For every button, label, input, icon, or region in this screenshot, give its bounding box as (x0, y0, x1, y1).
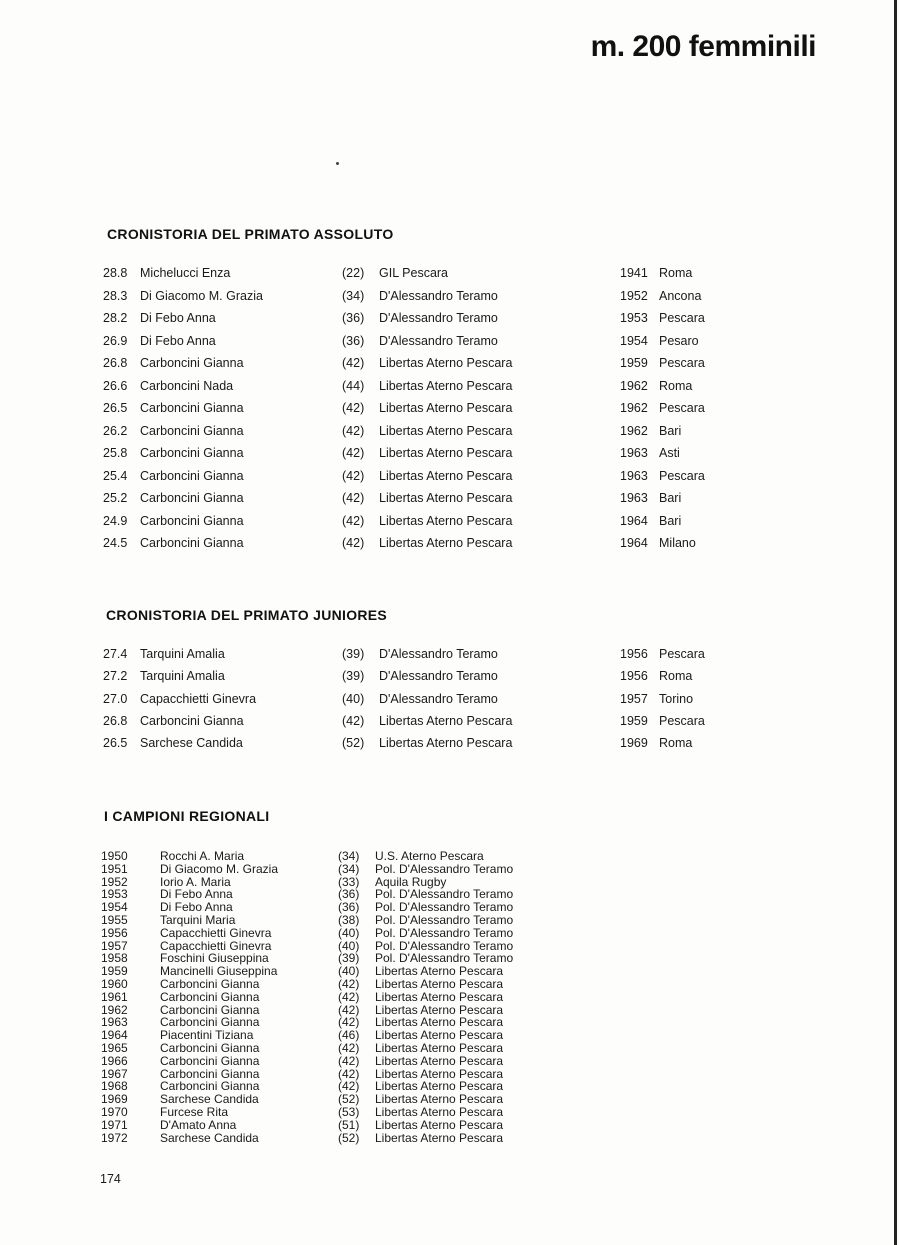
birth-year: (42) (338, 1053, 360, 1068)
record-time: 28.8 (103, 266, 128, 280)
record-row (0, 311, 900, 331)
athlete-name: Di Febo Anna (140, 311, 216, 325)
record-year: 1959 (620, 356, 648, 370)
record-place: Pescara (659, 311, 705, 325)
birth-year: (39) (342, 647, 365, 661)
record-place: Roma (659, 736, 693, 751)
athlete-name: Carboncini Gianna (160, 1002, 260, 1017)
birth-year: (33) (338, 874, 360, 889)
athlete-name: Carboncini Gianna (160, 1079, 260, 1094)
birth-year: (42) (342, 356, 365, 370)
record-row (0, 469, 900, 489)
birth-year: (36) (342, 311, 365, 325)
club-name: Pol. D'Alessandro Teramo (375, 900, 514, 915)
birth-year: (42) (338, 1079, 360, 1094)
athlete-name: Di Febo Anna (160, 887, 233, 902)
record-time: 26.5 (103, 736, 128, 751)
record-place: Asti (659, 446, 680, 460)
athlete-name: Carboncini Gianna (160, 1053, 260, 1068)
champion-year: 1962 (101, 1002, 128, 1017)
athlete-name: Carboncini Gianna (140, 401, 244, 415)
champion-year: 1971 (101, 1117, 128, 1132)
champion-row (0, 1132, 900, 1145)
athlete-name: Capacchietti Ginevra (140, 691, 257, 706)
athlete-name: Iorio A. Maria (160, 874, 231, 889)
record-year: 1959 (620, 713, 648, 728)
birth-year: (40) (338, 925, 360, 940)
record-year: 1963 (620, 468, 648, 483)
club-name: D'Alessandro Teramo (379, 647, 498, 661)
champion-row (0, 914, 900, 927)
club-name: D'Alessandro Teramo (379, 288, 498, 303)
champion-row (0, 863, 900, 876)
champion-year: 1967 (101, 1066, 128, 1081)
athlete-name: Foschini Giuseppina (160, 951, 269, 966)
birth-year: (52) (338, 1130, 360, 1145)
champion-year: 1956 (101, 925, 128, 940)
club-name: Libertas Aterno Pescara (379, 468, 513, 483)
record-place: Pescara (659, 647, 705, 661)
champion-year: 1963 (101, 1015, 128, 1030)
record-place: Torino (659, 691, 694, 706)
club-name: Pol. D'Alessandro Teramo (375, 861, 514, 876)
record-time: 27.2 (103, 669, 128, 684)
birth-year: (52) (342, 736, 365, 751)
birth-year: (52) (338, 1092, 360, 1107)
record-row (0, 334, 900, 354)
record-row (0, 266, 900, 286)
record-year: 1957 (620, 691, 648, 706)
champion-year: 1954 (101, 900, 128, 915)
club-name: Libertas Aterno Pescara (375, 989, 504, 1004)
club-name: Libertas Aterno Pescara (379, 536, 513, 550)
birth-year: (42) (342, 713, 365, 728)
birth-year: (42) (338, 989, 360, 1004)
record-row (0, 379, 900, 399)
champion-year: 1960 (101, 976, 128, 991)
club-name: Libertas Aterno Pescara (375, 976, 504, 991)
club-name: Libertas Aterno Pescara (375, 1040, 504, 1055)
club-name: Libertas Aterno Pescara (379, 423, 513, 438)
club-name: Libertas Aterno Pescara (375, 1028, 504, 1043)
birth-year: (53) (338, 1104, 360, 1119)
record-place: Roma (659, 266, 693, 280)
athlete-name: Carboncini Gianna (140, 356, 244, 370)
club-name: D'Alessandro Teramo (379, 669, 498, 684)
champion-row (0, 850, 900, 863)
record-row (0, 714, 900, 734)
club-name: Libertas Aterno Pescara (375, 1066, 504, 1081)
record-place: Pescara (659, 356, 705, 370)
athlete-name: Mancinelli Giuseppina (160, 964, 278, 979)
athlete-name: Carboncini Gianna (140, 446, 244, 460)
athlete-name: Rocchi A. Maria (160, 849, 245, 863)
club-name: Libertas Aterno Pescara (379, 401, 513, 415)
champion-year: 1969 (101, 1092, 128, 1107)
record-year: 1962 (620, 401, 648, 415)
record-time: 26.8 (103, 713, 128, 728)
record-place: Roma (659, 378, 693, 393)
athlete-name: Carboncini Gianna (140, 513, 244, 528)
champion-year: 1964 (101, 1028, 128, 1043)
club-name: Libertas Aterno Pescara (379, 356, 513, 370)
athlete-name: Carboncini Gianna (140, 468, 244, 483)
birth-year: (42) (342, 491, 365, 505)
champion-year: 1968 (101, 1079, 128, 1094)
record-row (0, 514, 900, 534)
athlete-name: Furcese Rita (160, 1104, 229, 1119)
birth-year: (51) (338, 1117, 360, 1132)
birth-year: (36) (342, 333, 365, 348)
club-name: Libertas Aterno Pescara (375, 1079, 504, 1094)
record-place: Roma (659, 669, 693, 684)
club-name: Libertas Aterno Pescara (379, 446, 513, 460)
birth-year: (34) (342, 288, 365, 303)
club-name: D'Alessandro Teramo (379, 333, 498, 348)
record-row (0, 289, 900, 309)
athlete-name: Carboncini Nada (140, 378, 234, 393)
record-row (0, 647, 900, 667)
champion-year: 1952 (101, 874, 128, 889)
champion-row (0, 1106, 900, 1119)
club-name: Libertas Aterno Pescara (379, 378, 513, 393)
birth-year: (42) (342, 536, 365, 550)
athlete-name: Tarquini Maria (160, 912, 236, 927)
club-name: Aquila Rugby (375, 874, 447, 889)
record-time: 27.0 (103, 691, 128, 706)
record-row (0, 736, 900, 756)
record-time: 26.6 (103, 378, 128, 393)
record-row (0, 401, 900, 421)
athlete-name: Tarquini Amalia (140, 647, 225, 661)
birth-year: (38) (338, 912, 360, 927)
athlete-name: Carboncini Gianna (160, 989, 260, 1004)
champion-year: 1950 (101, 849, 128, 863)
champion-year: 1961 (101, 989, 128, 1004)
champion-year: 1958 (101, 951, 128, 966)
birth-year: (44) (342, 378, 365, 393)
record-year: 1964 (620, 513, 648, 528)
champion-row (0, 1055, 900, 1068)
athlete-name: Di Giacomo M. Grazia (160, 861, 279, 876)
record-year: 1952 (620, 288, 648, 303)
record-time: 27.4 (103, 647, 128, 661)
birth-year: (42) (342, 423, 365, 438)
champions-list (0, 850, 900, 1144)
record-place: Pescara (659, 468, 705, 483)
record-year: 1969 (620, 736, 648, 751)
record-place: Bari (659, 491, 682, 505)
champion-year: 1965 (101, 1040, 128, 1055)
club-name: Libertas Aterno Pescara (375, 1015, 504, 1030)
club-name: Libertas Aterno Pescara (375, 964, 504, 979)
club-name: Libertas Aterno Pescara (379, 713, 513, 728)
record-year: 1941 (620, 266, 648, 280)
birth-year: (36) (338, 900, 360, 915)
record-row (0, 424, 900, 444)
club-name: Pol. D'Alessandro Teramo (375, 938, 514, 953)
birth-year: (39) (338, 951, 360, 966)
athlete-name: Carboncini Gianna (140, 713, 244, 728)
birth-year: (40) (338, 964, 360, 979)
birth-year: (42) (338, 1015, 360, 1030)
record-place: Bari (659, 513, 682, 528)
page-title: m. 200 femminili (590, 30, 816, 63)
champion-row (0, 991, 900, 1004)
athlete-name: Carboncini Gianna (160, 1066, 260, 1081)
record-year: 1963 (620, 491, 648, 505)
record-time: 26.5 (103, 401, 128, 415)
champion-year: 1966 (101, 1053, 128, 1068)
athlete-name: Sarchese Candida (160, 1092, 259, 1107)
section-title-assoluto: CRONISTORIA DEL PRIMATO ASSOLUTO (107, 226, 394, 242)
birth-year: (36) (338, 887, 360, 902)
champion-year: 1972 (101, 1130, 128, 1145)
champion-year: 1955 (101, 912, 128, 927)
club-name: Pol. D'Alessandro Teramo (375, 951, 514, 966)
section-title-campioni: I CAMPIONI REGIONALI (104, 808, 270, 824)
birth-year: (34) (338, 849, 360, 863)
club-name: Libertas Aterno Pescara (375, 1053, 504, 1068)
record-year: 1964 (620, 536, 648, 550)
athlete-name: Carboncini Gianna (160, 976, 260, 991)
birth-year: (42) (338, 1040, 360, 1055)
champion-year: 1970 (101, 1104, 128, 1119)
club-name: Libertas Aterno Pescara (375, 1104, 504, 1119)
record-place: Milano (659, 536, 696, 550)
athlete-name: Carboncini Gianna (140, 491, 244, 505)
birth-year: (42) (338, 1066, 360, 1081)
athlete-name: Carboncini Gianna (140, 536, 244, 550)
record-time: 26.2 (103, 423, 128, 438)
record-place: Pesaro (659, 333, 699, 348)
club-name: GIL Pescara (379, 266, 449, 280)
record-time: 24.5 (103, 536, 128, 550)
athlete-name: Carboncini Gianna (140, 423, 244, 438)
club-name: Libertas Aterno Pescara (375, 1092, 504, 1107)
athlete-name: Carboncini Gianna (160, 1040, 260, 1055)
champion-year: 1959 (101, 964, 128, 979)
athlete-name: Piacentini Tiziana (160, 1028, 254, 1043)
athlete-name: Sarchese Candida (140, 736, 243, 751)
club-name: Pol. D'Alessandro Teramo (375, 925, 514, 940)
champion-year: 1957 (101, 938, 128, 953)
birth-year: (42) (342, 468, 365, 483)
record-time: 25.8 (103, 446, 128, 460)
athlete-name: D'Amato Anna (160, 1117, 237, 1132)
record-row (0, 356, 900, 376)
birth-year: (22) (342, 266, 365, 280)
birth-year: (46) (338, 1028, 360, 1043)
athlete-name: Di Febo Anna (160, 900, 233, 915)
birth-year: (42) (338, 1002, 360, 1017)
champion-row (0, 927, 900, 940)
athlete-name: Capacchietti Ginevra (160, 938, 272, 953)
athlete-name: Di Febo Anna (140, 333, 216, 348)
section-title-juniores: CRONISTORIA DEL PRIMATO JUNIORES (106, 607, 388, 623)
record-year: 1953 (620, 311, 648, 325)
record-time: 25.2 (103, 491, 128, 505)
club-name: Pol. D'Alessandro Teramo (375, 887, 514, 902)
birth-year: (42) (342, 401, 365, 415)
champion-row (0, 978, 900, 991)
club-name: Libertas Aterno Pescara (375, 1117, 504, 1132)
page-number: 174 (100, 1172, 121, 1186)
record-place: Pescara (659, 401, 705, 415)
birth-year: (42) (342, 513, 365, 528)
record-year: 1962 (620, 423, 648, 438)
birth-year: (42) (338, 976, 360, 991)
club-name: Libertas Aterno Pescara (379, 513, 513, 528)
record-time: 25.4 (103, 468, 128, 483)
record-year: 1962 (620, 378, 648, 393)
athlete-name: Sarchese Candida (160, 1130, 259, 1145)
club-name: U.S. Aterno Pescara (375, 849, 484, 863)
print-speck (336, 162, 339, 165)
record-time: 24.9 (103, 513, 128, 528)
birth-year: (40) (338, 938, 360, 953)
champion-year: 1953 (101, 887, 128, 902)
birth-year: (39) (342, 669, 365, 684)
record-row (0, 536, 900, 556)
club-name: Libertas Aterno Pescara (375, 1130, 504, 1145)
record-year: 1963 (620, 446, 648, 460)
record-row (0, 692, 900, 712)
athlete-name: Capacchietti Ginevra (160, 925, 272, 940)
record-place: Ancona (659, 288, 702, 303)
record-row (0, 491, 900, 511)
record-place: Bari (659, 423, 682, 438)
record-time: 26.8 (103, 356, 128, 370)
record-row (0, 446, 900, 466)
birth-year: (40) (342, 691, 365, 706)
champion-year: 1951 (101, 861, 128, 876)
club-name: D'Alessandro Teramo (379, 691, 498, 706)
record-time: 28.2 (103, 311, 128, 325)
club-name: D'Alessandro Teramo (379, 311, 498, 325)
record-row (0, 669, 900, 689)
club-name: Libertas Aterno Pescara (379, 736, 513, 751)
athlete-name: Carboncini Gianna (160, 1015, 260, 1030)
record-year: 1956 (620, 647, 648, 661)
athlete-name: Di Giacomo M. Grazia (140, 288, 263, 303)
athlete-name: Tarquini Amalia (140, 669, 225, 684)
record-year: 1954 (620, 333, 648, 348)
birth-year: (34) (338, 861, 360, 876)
record-time: 28.3 (103, 288, 128, 303)
record-place: Pescara (659, 713, 705, 728)
birth-year: (42) (342, 446, 365, 460)
record-year: 1956 (620, 669, 648, 684)
athlete-name: Michelucci Enza (140, 266, 231, 280)
champion-row (0, 1119, 900, 1132)
club-name: Libertas Aterno Pescara (379, 491, 513, 505)
record-time: 26.9 (103, 333, 128, 348)
club-name: Libertas Aterno Pescara (375, 1002, 504, 1017)
champion-row (0, 1042, 900, 1055)
club-name: Pol. D'Alessandro Teramo (375, 912, 514, 927)
